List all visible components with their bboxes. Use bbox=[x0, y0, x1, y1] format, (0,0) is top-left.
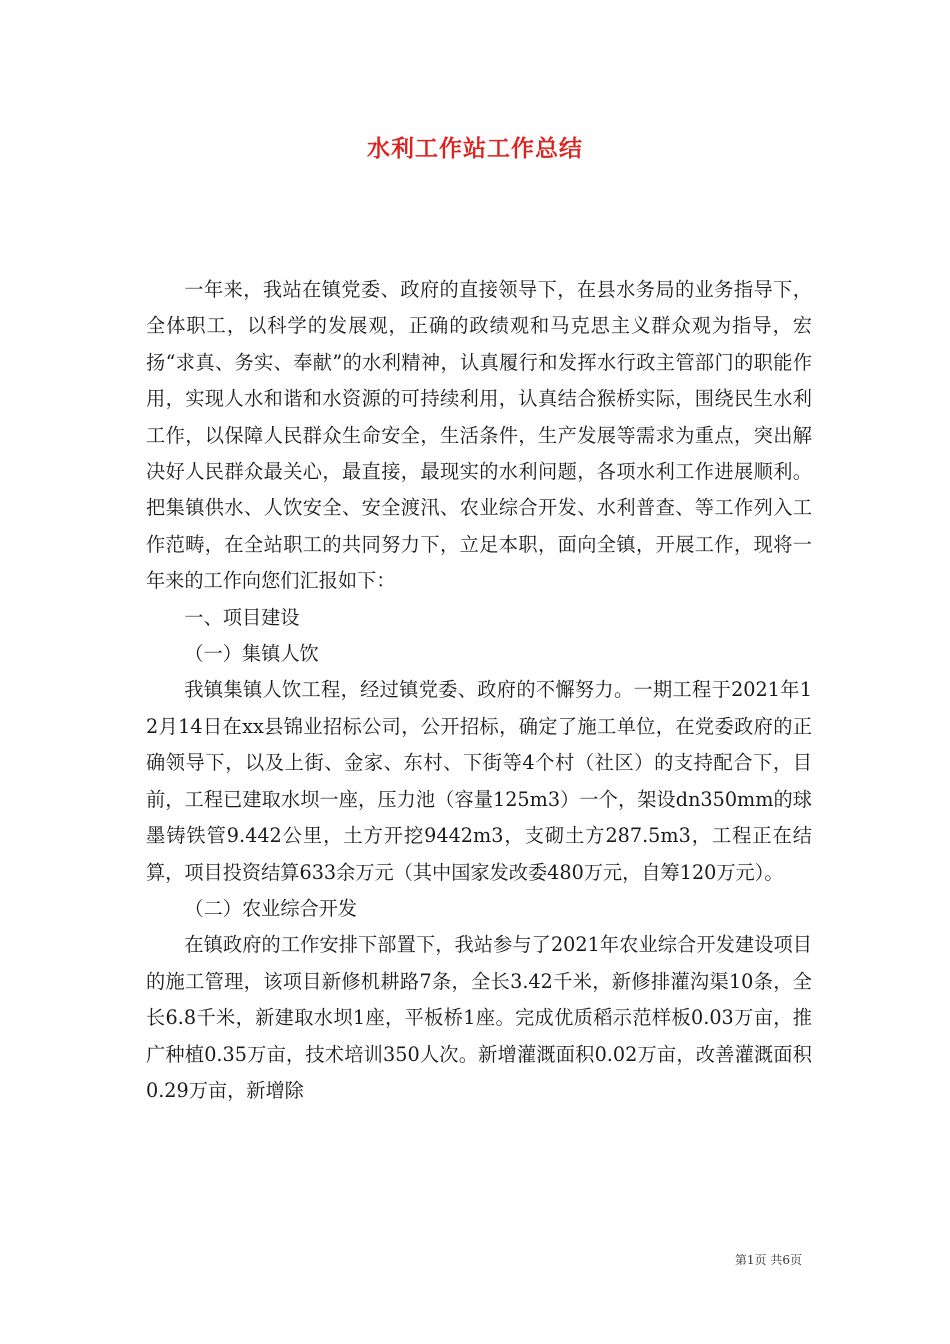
town-drinking-water-paragraph: 我镇集镇人饮工程，经过镇党委、政府的不懈努力。一期工程于2021年12月14日在xx县锦业招标公司，公开招标，确定了施工单位，在党委政府的正确领导下，以及上街、金家、东村、下街等4个村（社区）的支持配合下，目前，工程已建取水坝一座，压力池（容量125m3）一个，架设dn350mm的球墨铸铁管9.442公里，土方开挖9442m3，支砌土方287.5m3，工程正在结算，项目投资结算633余万元（其中国家发改委480万元，自筹120万元）。 bbox=[146, 678, 812, 884]
page-number-footer: 第1页 共6页 bbox=[734, 1253, 802, 1267]
intro-paragraph: 一年来，我站在镇党委、政府的直接领导下，在县水务局的业务指导下，全体职工，以科学的发展观，正确的政绩观和马克思主义群众观为指导，宏扬“求真、务实、奉献”的水利精神，认真履行和发挥水行政主管部门的职能作用，实现人水和谐和水资源的可持续利用，认真结合猴桥实际，围绕民生水利工作，以保障人民群众生命安全，生活条件，生产发展等需求为重点，突出解决好人民群众最关心，最直接，最现实的水利问题，各项水利工作进展顺利。把集镇供水、人饮安全、安全渡汛、农业综合开发、水利普查、等工作列入工作范畴，在全站职工的共同努力下，立足本职，面向全镇，开展工作，现将一年来的工作向您们汇报如下： bbox=[146, 278, 812, 593]
agricultural-development-paragraph: 在镇政府的工作安排下部置下，我站参与了2021年农业综合开发建设项目的施工管理，该项目新修机耕路7条，全长3.42千米，新修排灌沟渠10条，全长6.8千米，新建取水坝1座，平板桥1座。完成优质稻示范样板0.03万亩，推广种植0.35万亩，技术培训350人次。新增灌溉面积0.02万亩，改善灌溉面积0.29万亩，新增除 bbox=[146, 933, 812, 1102]
document-body bbox=[146, 272, 812, 1109]
section-heading-project-construction: 一、项目建设 bbox=[184, 605, 300, 629]
subsection-heading-agricultural-development: （二）农业综合开发 bbox=[184, 896, 358, 920]
document-title: 水利工作站工作总结 bbox=[367, 135, 583, 162]
subsection-heading-town-drinking-water: （一）集镇人饮 bbox=[184, 642, 319, 666]
